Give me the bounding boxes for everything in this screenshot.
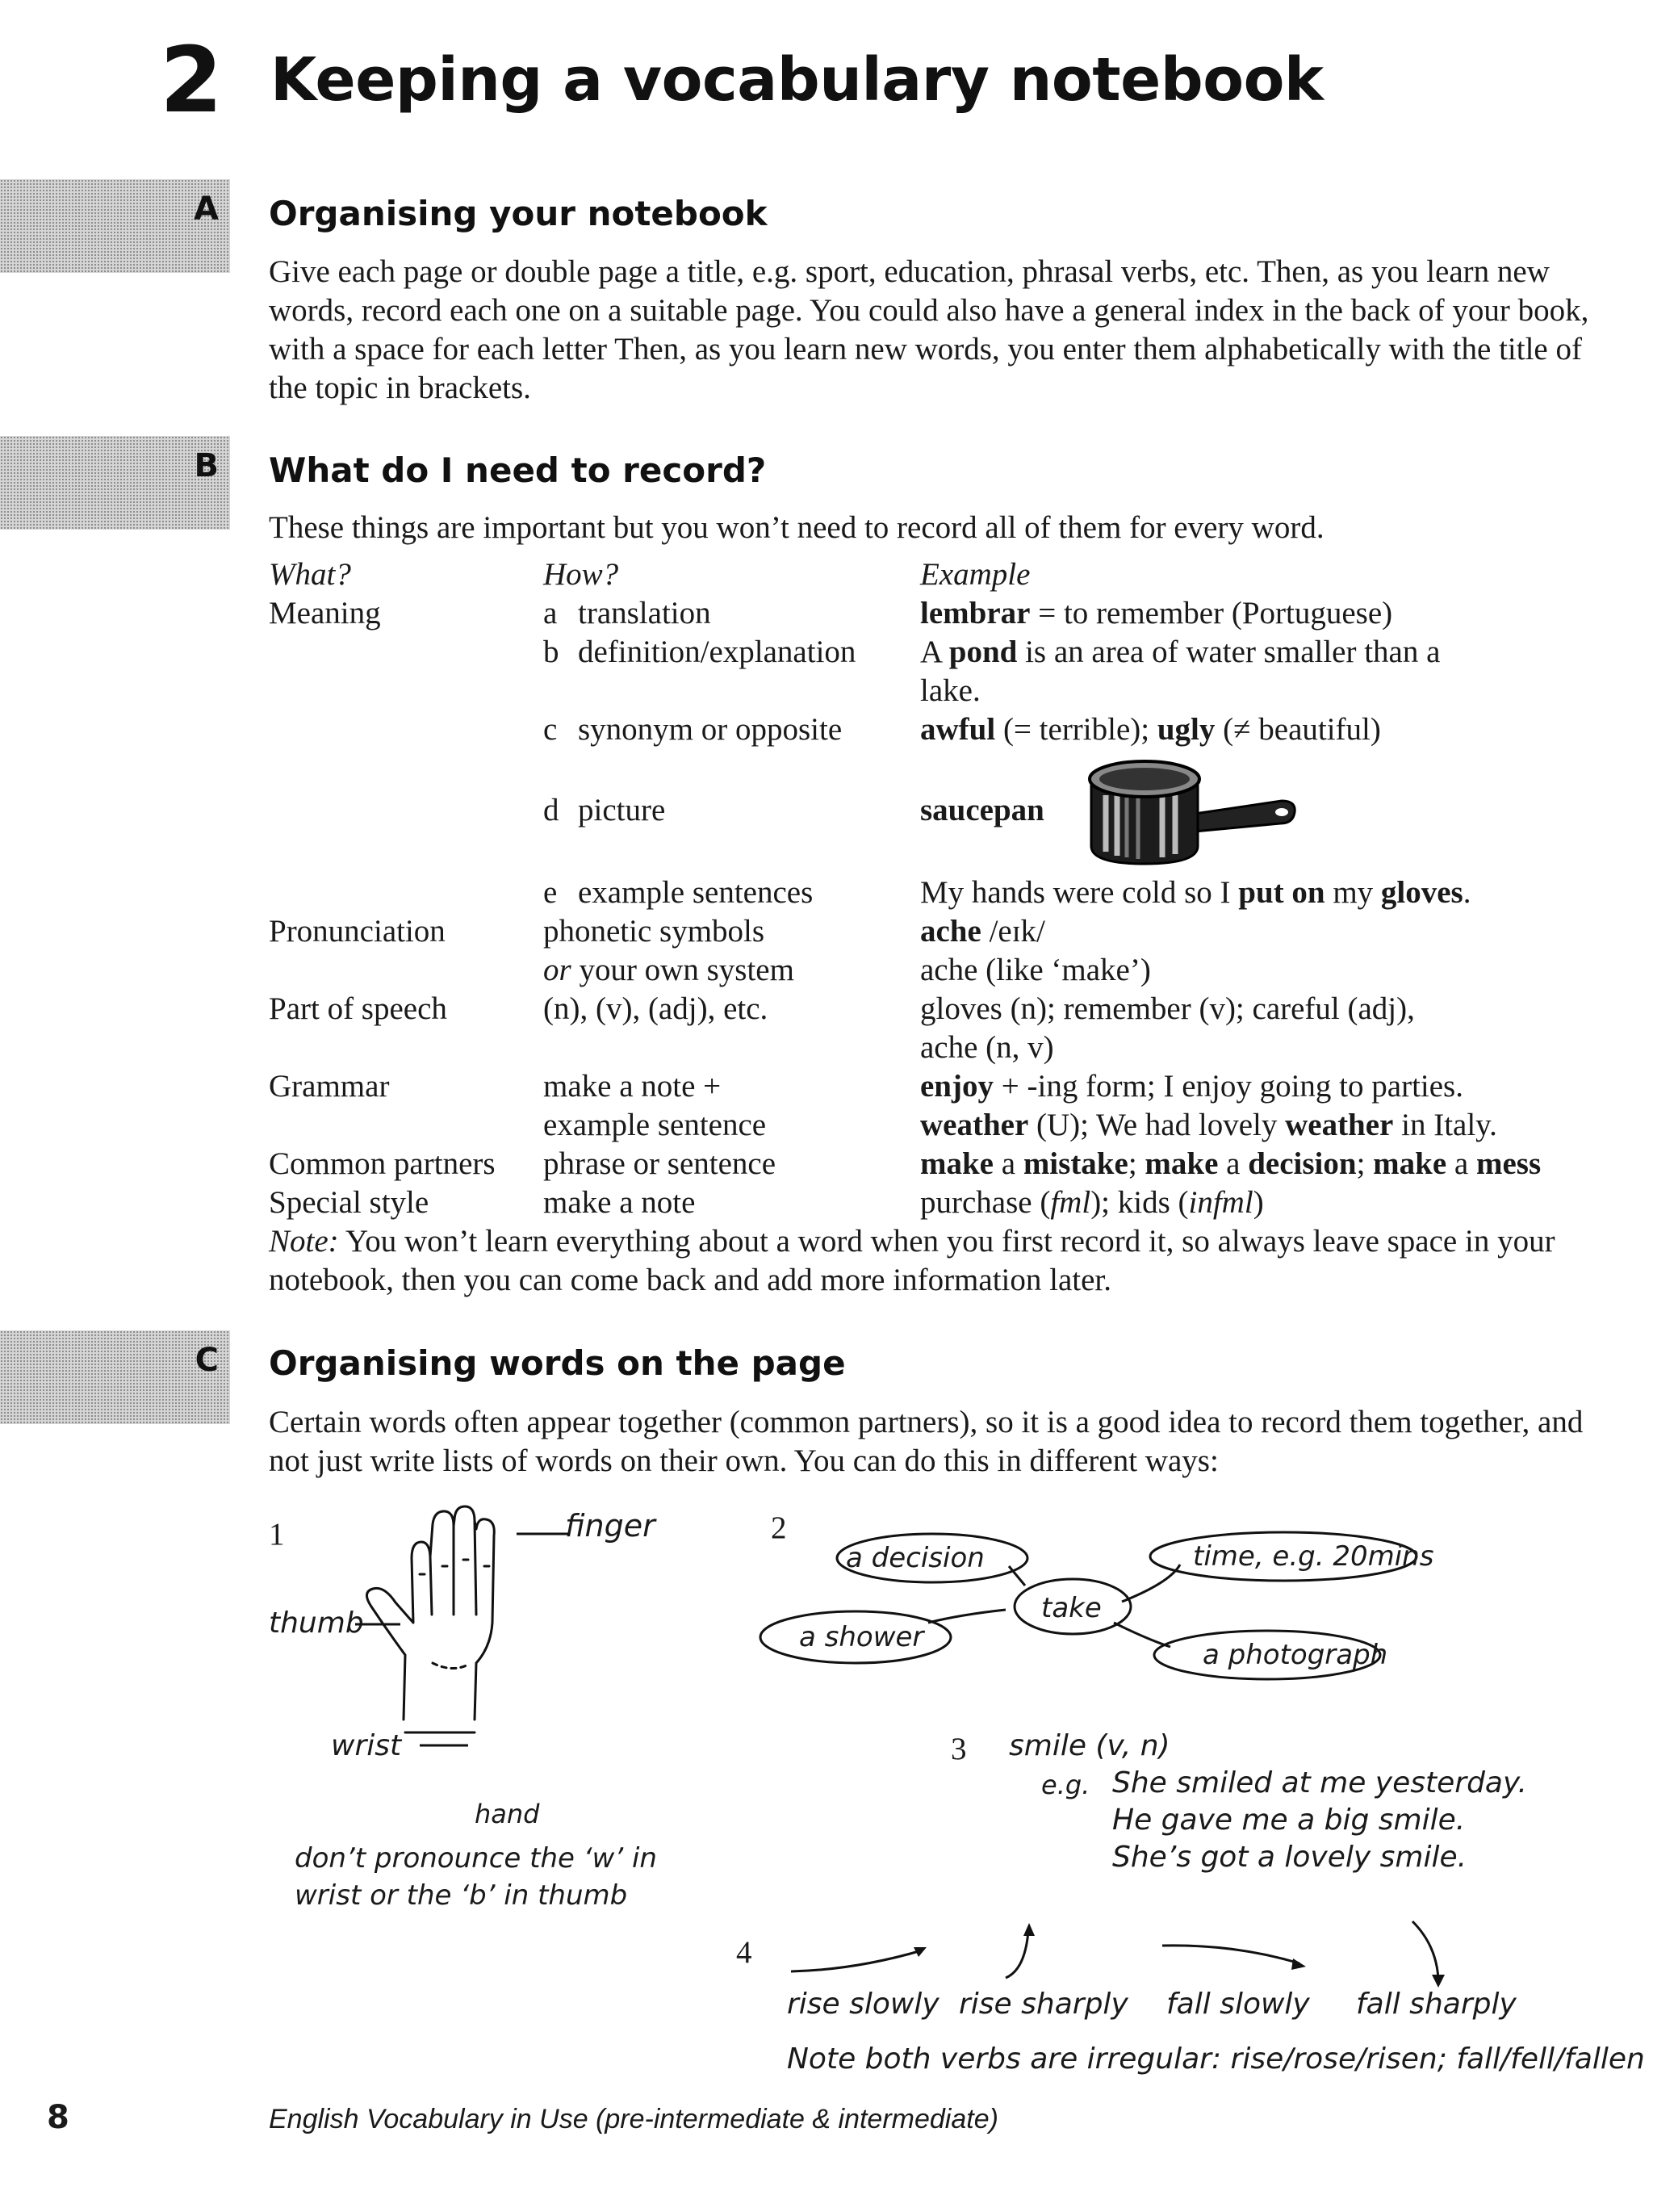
- col-header-what: What?: [269, 557, 351, 592]
- row-e-letter: e: [543, 875, 558, 910]
- section-c-letter: C: [195, 1342, 219, 1379]
- diagram-3-number: 3: [951, 1732, 967, 1766]
- section-c-marker: [0, 1330, 230, 1424]
- row-partners-label: Common partners: [269, 1146, 496, 1181]
- row-pron-example: ache /eɪk/: [920, 914, 1045, 949]
- row-a-how: translation: [578, 596, 711, 631]
- unit-number: 2: [160, 28, 223, 133]
- row-d-letter: d: [543, 793, 559, 827]
- row-e-how: example sentences: [578, 875, 814, 910]
- smile-sentence-3: She’s got a lovely smile.: [1112, 1841, 1467, 1874]
- row-style-how: make a note: [543, 1185, 696, 1220]
- row-pos-example-2: ache (n, v): [920, 1030, 1054, 1065]
- trend-label-fall-sharply: fall sharply: [1356, 1988, 1517, 2021]
- unit-title: Keeping a vocabulary notebook: [270, 45, 1324, 115]
- label-thumb: thumb: [269, 1607, 364, 1640]
- smile-heading: smile (v, n): [1009, 1729, 1170, 1762]
- book-title: English Vocabulary in Use (pre-intermediate & intermediate): [269, 2104, 998, 2134]
- row-pron-example-2: ache (like ‘make’): [920, 953, 1151, 987]
- row-grammar-example-2: weather (U); We had lovely weather in Italy.: [920, 1108, 1497, 1142]
- hand-note-line-1: don’t pronounce the ‘w’ in: [295, 1842, 657, 1875]
- section-b-heading: What do I need to record?: [269, 450, 767, 490]
- row-c-letter: c: [543, 712, 558, 747]
- label-hand: hand: [475, 1799, 540, 1829]
- row-partners-how: phrase or sentence: [543, 1146, 776, 1181]
- label-finger: finger: [565, 1508, 655, 1544]
- web-node-shower: a shower: [799, 1621, 924, 1653]
- row-d-example: saucepan: [920, 793, 1044, 827]
- row-grammar-example: enjoy + -ing form; I enjoy going to parties.: [920, 1069, 1463, 1104]
- verbs-note: Note both verbs are irregular: rise/rose/risen; fall/fell/fallen: [787, 2042, 1645, 2076]
- row-b-example-cont: lake.: [920, 673, 981, 708]
- row-b-how: definition/explanation: [578, 635, 856, 669]
- row-e-example: My hands were cold so I put on my gloves.: [920, 875, 1471, 910]
- row-pos-how: (n), (v), (adj), etc.: [543, 991, 768, 1026]
- hand-note-line-2: wrist or the ‘b’ in thumb: [295, 1879, 628, 1912]
- thumb-line: [355, 1621, 404, 1629]
- row-pos-example: gloves (n); remember (v); careful (adj),: [920, 991, 1415, 1026]
- row-pos-label: Part of speech: [269, 991, 447, 1026]
- section-a-marker: [0, 179, 230, 273]
- smile-sentence-2: He gave me a big smile.: [1112, 1804, 1466, 1837]
- diagram-1-number: 1: [269, 1517, 285, 1552]
- finger-line: [517, 1530, 573, 1538]
- web-node-time: time, e.g. 20mins: [1193, 1540, 1434, 1573]
- row-b-letter: b: [543, 635, 559, 669]
- row-grammar-label: Grammar: [269, 1069, 390, 1104]
- row-c-how: synonym or opposite: [578, 712, 843, 747]
- row-c-example: awful (= terrible); ugly (≠ beautiful): [920, 712, 1381, 747]
- row-style-label: Special style: [269, 1185, 429, 1220]
- diagram-2-number: 2: [771, 1510, 787, 1545]
- row-pron-how: phonetic symbols: [543, 914, 765, 949]
- section-c-heading: Organising words on the page: [269, 1343, 846, 1383]
- row-pron-label: Pronunciation: [269, 914, 446, 949]
- section-b-letter: B: [194, 447, 219, 484]
- smile-sentence-1: She smiled at me yesterday.: [1112, 1766, 1527, 1799]
- web-node-photograph: a photograph: [1203, 1639, 1388, 1671]
- label-wrist: wrist: [331, 1729, 402, 1762]
- row-grammar-how-2: example sentence: [543, 1108, 767, 1142]
- section-a-letter: A: [194, 191, 219, 228]
- trend-label-rise-slowly: rise slowly: [787, 1988, 939, 2021]
- row-d-how: picture: [578, 793, 666, 827]
- section-a-heading: Organising your notebook: [269, 194, 768, 233]
- row-meaning-label: Meaning: [269, 596, 381, 631]
- row-grammar-how: make a note +: [543, 1069, 722, 1104]
- diagram-4-number: 4: [736, 1935, 752, 1970]
- row-b-example: A pond is an area of water smaller than a: [920, 635, 1441, 669]
- row-partners-example: make a mistake; make a decision; make a mess: [920, 1146, 1542, 1181]
- page-number: 8: [47, 2099, 69, 2136]
- row-a-letter: a: [543, 596, 558, 631]
- web-node-take: take: [1041, 1592, 1102, 1624]
- trend-label-fall-slowly: fall slowly: [1166, 1988, 1310, 2021]
- trend-arrows: [783, 1913, 1614, 1986]
- col-header-how: How?: [543, 557, 619, 592]
- row-pron-how-2: or your own system: [543, 953, 794, 987]
- section-a-text: Give each page or double page a title, e.g. sport, education, phrasal verbs, etc. Then, as you learn new words, record each one on a suitable page. You could also have a general index in the back of your book, with a space for each letter Then, as you learn new words, you enter them alphabetically with the title of the topic in brackets.: [269, 254, 1589, 405]
- trend-label-rise-sharply: rise sharply: [959, 1988, 1128, 2021]
- web-node-decision: a decision: [846, 1542, 985, 1574]
- smile-eg: e.g.: [1041, 1770, 1090, 1800]
- saucepan-picture: [1082, 751, 1299, 872]
- section-c-text: Certain words often appear together (common partners), so it is a good idea to record them together, and not just write lists of words on their own. You can do this in different ways:: [269, 1405, 1584, 1478]
- row-style-example: purchase (fml); kids (infml): [920, 1185, 1264, 1220]
- section-b-intro: These things are important but you won’t need to record all of them for every word.: [269, 510, 1324, 545]
- col-header-example: Example: [920, 557, 1031, 592]
- section-b-note: Note: You won’t learn everything about a word when you first record it, so always leave space in your notebook, then you can come back and add more information later.: [269, 1224, 1555, 1297]
- section-b-marker: [0, 436, 230, 530]
- wrist-line: [420, 1728, 500, 1752]
- row-a-example: lembrar = to remember (Portuguese): [920, 596, 1393, 631]
